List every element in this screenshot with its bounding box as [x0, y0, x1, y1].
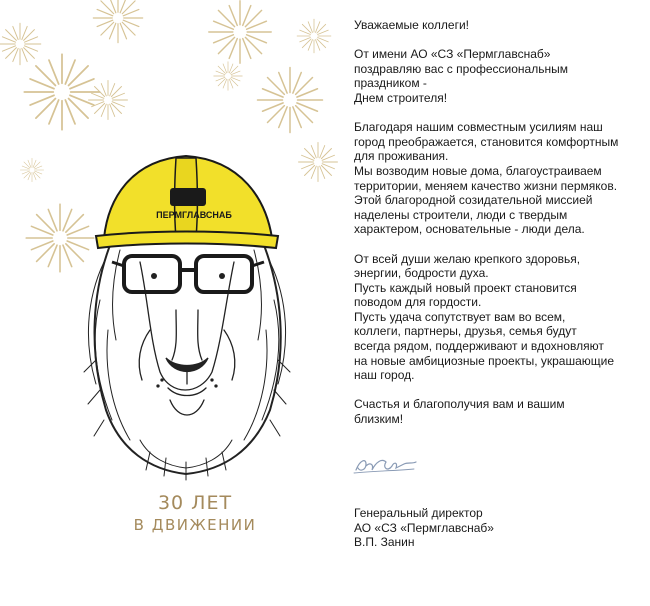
eyes [151, 273, 225, 279]
letter-body [354, 18, 644, 441]
hard-hat [96, 156, 278, 248]
paragraph-wishes: От всей души желаю крепкого здоровья, энергии, бодрости духа. Пусть каждый новый проект становится поводом для гордости. Пусть удача сопутствует вам во всем, коллеги, партнеры, друзья, семья будут всегда рядом, поддерживают и вдохновляют на новые амбициозные проекты, украшающие наш город. [354, 251, 615, 383]
paragraph-closing: Счастья и благополучия вам и вашим близким! [354, 397, 565, 427]
lion-mane [84, 240, 290, 480]
glasses [112, 256, 264, 292]
greeting: Уважаемые коллеги! [354, 18, 470, 32]
signoff-company: АО «СЗ «Пермглавснаб» [354, 520, 494, 535]
paragraph-congratulation: От имени АО «СЗ «Пермглавснаб» поздравляю вас с профессиональным праздником - Днем строителя! [354, 47, 568, 105]
signoff-title: Генеральный директор [354, 506, 483, 520]
lion-face [139, 262, 235, 415]
anniversary-years: 30 ЛЕТ [157, 492, 233, 514]
paragraph-city: Благодаря нашим совместным усилиям наш город преображается, становится комфортным для проживания. Мы возводим новые дома, благоустраиваем территории, меняем качество жизни пермяков. Этой благородной созидательной миссией наделены строители, люди с твердым характером, основательные - люди дела. [354, 120, 619, 237]
anniversary-caption [120, 492, 270, 536]
handwritten-signature [352, 452, 422, 478]
helmet-brand-label: ПЕРМГЛАВСНАБ [156, 210, 232, 220]
signoff-name: В.П. Занин [354, 535, 415, 550]
signoff-block [354, 506, 644, 550]
anniversary-subtitle: В ДВИЖЕНИИ [133, 516, 257, 534]
